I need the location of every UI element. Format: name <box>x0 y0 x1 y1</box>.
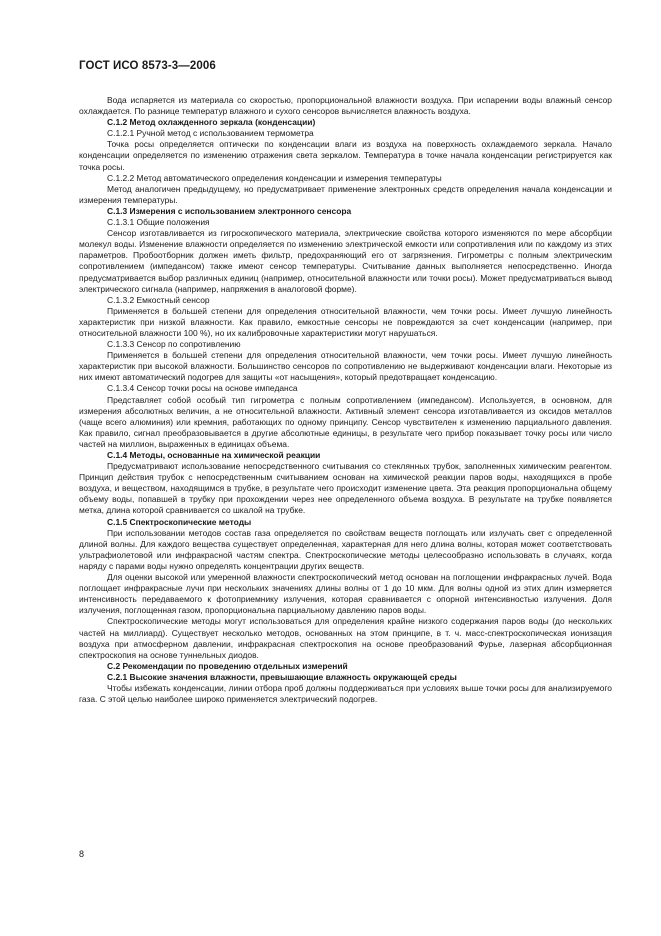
body-paragraph: При использовании методов состав газа определяется по свойствам веществ поглощать или излучать свет с определенной длиной волны. Для каждого вещества существует определенная, характерная для него длина волны, которая может соответствовать ультрафиолетовой или инфракрасной частям спектра. Спектроскопические методы целесообразно использовать в случаях, когда наряду с парами воды нужно определять концентрации других веществ. <box>79 527 612 571</box>
section-subheading: С.1.2.1 Ручной метод с использованием термометра <box>107 128 314 139</box>
body-paragraph: Представляет собой особый тип гигрометра с полным сопротивлением (импедансом). Используется, в основном, для измерения абсолютных величин, а не относительной влажности. Активный элемент сенсора изготавливается из оксидов металлов (чаще всего алюминия) или кремния, работающих по одному принципу. Сенсор чувствителен к изменению парциального давления. Как правило, сигнал преобразовывается в другие абсолютные единицы, в результате чего прибор показывает точку росы или число частей на миллион, выраженных в единицах объема. <box>79 394 612 449</box>
body-paragraph: Применяется в большей степени для определения относительной влажности, чем точки росы. Имеет лучшую линейность характеристик при высокой влажности. Большинство сенсоров по сопротивлению не выдерживают конденсации влаги. Некоторые из них имеют автоматический подогрев для защиты «от насыщения», который предотвращает конденсацию. <box>79 350 612 383</box>
section-heading: С.2 Рекомендации по проведению отдельных измерений <box>107 660 348 671</box>
body-paragraph: Для оценки высокой или умеренной влажности спектроскопический метод основан на поглощении инфракрасных лучей. Вода поглощает инфракрасные лучи при нескольких значениях длины волны от 1 до 10 мкм. Для волны одной из этих длин измеряется интенсивность передаваемого к фотоприемнику излучения, которая сравнивается с опорной интенсивностью излучения. Доля излучения, поглощенная газом, пропорциональна парциальному давлению паров воды. <box>79 572 612 616</box>
page-number: 8 <box>79 849 85 859</box>
body-paragraph: Чтобы избежать конденсации, линии отбора проб должны поддерживаться при условиях выше точки росы для анализируемого газа. С этой целью наиболее широко применяется электрический подогрев. <box>79 682 612 705</box>
document-header: ГОСТ ИСО 8573-3—2006 <box>79 60 216 72</box>
body-paragraph: Метод аналогичен предыдущему, но предусматривает применение электронных средств определения начала конденсации и измерения температуры. <box>79 183 612 205</box>
section-heading: С.2.1 Высокие значения влажности, превышающие влажность окружающей среды <box>107 671 457 682</box>
section-subheading: С.1.3.2 Емкостный сенсор <box>107 294 210 305</box>
body-paragraph: Сенсор изготавливается из гигроскопического материала, электрические свойства которого изменяются по мере абсорбции молекул воды. Изменение влажности определяется по изменению электрической емкости или сопротивления или по каждому из этих параметров. Пробоотборник должен иметь фильтр, предохраняющий его от загрязнения. Гигрометры с полным электрическим сопротивлением (импедансом) также имеют сенсор температуры. Считывание данных выполняется непосредственно. Иногда предусматривается выбор различных единиц (например, относительной влажности или точки росы). Может предусматриваться вывод электрического сигнала (например, напряжения в аналоговой форме). <box>79 228 612 294</box>
body-paragraph: Применяется в большей степени для определения относительной влажности, чем точки росы. Имеет лучшую линейность характеристик при низкой влажности. Как правило, емкостные сенсоры не повреждаются за счет конденсации (например, при относительной влажности 100 %), но их калибровочные характеристики могут нарушаться. <box>79 305 612 338</box>
body-paragraph: Предусматривают использование непосредственного считывания со стеклянных трубок, заполненных химическим реагентом. Принцип действия трубок с непосредственным считыванием основан на химической реакции паров воды, находящихся в пробе воздуха, и веществом, находящимся в трубке, в результате чего происходит изменение цвета. Эта реакция пропорциональна общему объему воды, попавшей в трубку при прохождении через нее определенного объема воздуха. В результате на трубке появляется метка, длина которой сравнивается со шкалой на трубке. <box>79 461 612 516</box>
document-body <box>79 95 612 705</box>
section-heading: С.1.2 Метод охлажденного зеркала (конденсации) <box>107 117 316 128</box>
section-heading: С.1.4 Методы, основанные на химической реакции <box>107 450 321 460</box>
section-heading: С.1.5 Спектроскопические методы <box>107 516 252 527</box>
section-heading: С.1.3 Измерения с использованием электронного сенсора <box>107 205 352 216</box>
section-subheading: С.1.2.2 Метод автоматического определения конденсации и измерения температуры <box>107 172 442 183</box>
section-subheading: С.1.3.1 Общие положения <box>107 217 210 228</box>
body-paragraph: Вода испаряется из материала со скоростью, пропорциональной влажности воздуха. При испарении воды влажный сенсор охлаждается. По разнице температур влажного и сухого сенсоров вычисляется влажность воздуха. <box>79 95 612 117</box>
section-subheading: С.1.3.4 Сенсор точки росы на основе импеданса <box>107 383 298 394</box>
section-subheading: С.1.3.3 Сенсор по сопротивлению <box>107 339 241 350</box>
body-paragraph: Точка росы определяется оптически по конденсации влаги из воздуха на поверхность охлаждаемого зеркала. Начало конденсации определяется по изменению отражения света зеркалом. Температура в точке начала конденсации регистрируется как точка росы. <box>79 139 612 172</box>
body-paragraph: Спектроскопические методы могут использоваться для определения крайне низкого содержания паров воды (до нескольких частей на миллиард). Существует несколько методов, основанных на этом принципе, в т. ч. масс-спектроскопическая ионизация воздуха при атмосферном давлении, инфракрасная спектроскопия на основе преобразований Фурье, лазерная абсорбционная спектроскопия на основе туннельных диодов. <box>79 616 612 660</box>
